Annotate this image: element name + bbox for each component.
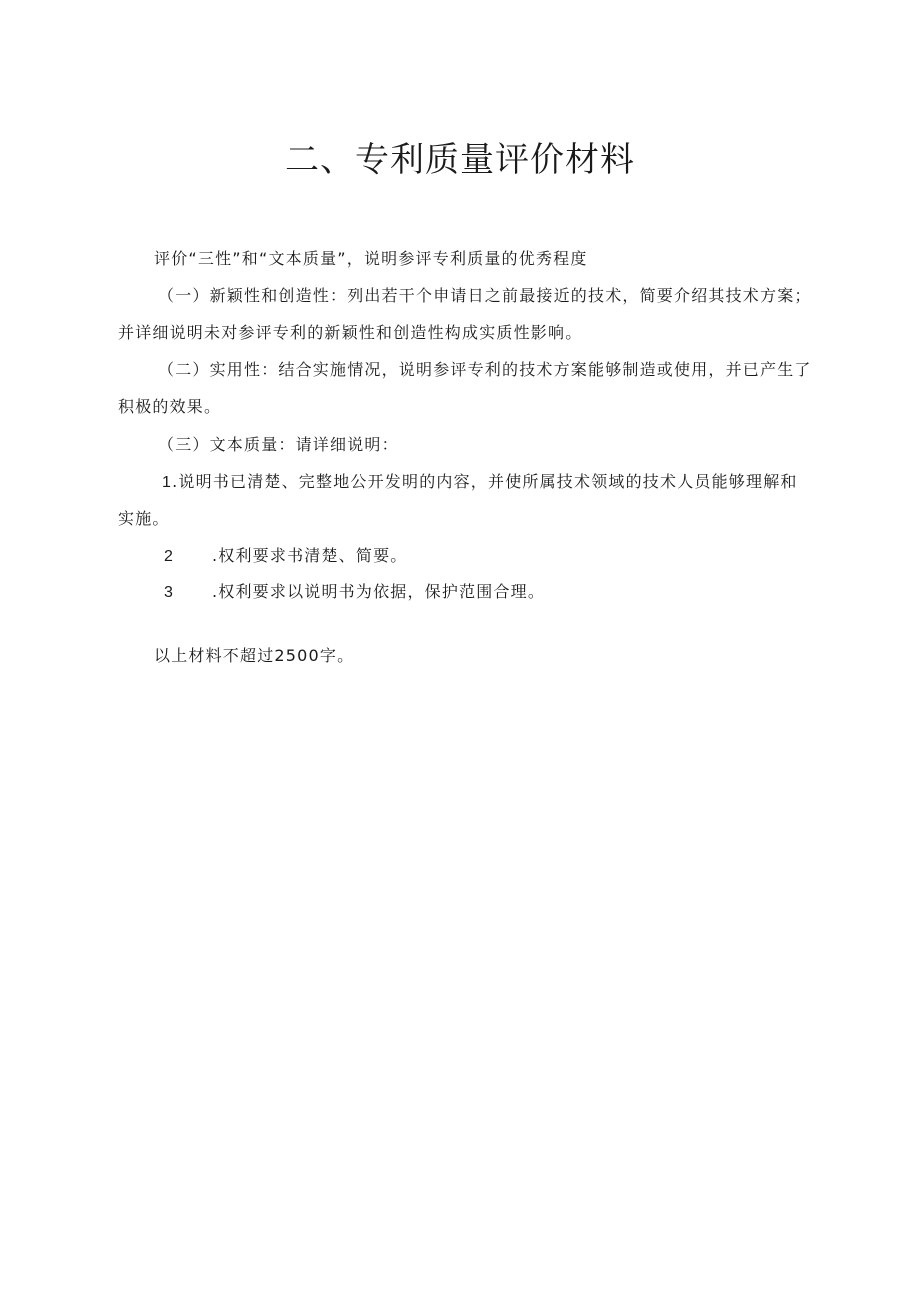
item-2 <box>164 545 408 568</box>
footer-note: 以上材料不超过2500字。 <box>154 646 355 665</box>
intro-text: 评价“三性”和“文本质量”，说明参评专利质量的优秀程度 <box>154 249 588 268</box>
section-utility-line2: 积极的效果。 <box>118 397 222 416</box>
item-3-text: .权利要求以说明书为依据，保护范围合理。 <box>212 582 546 601</box>
section-text-quality: （三）文本质量：请详细说明： <box>158 435 399 454</box>
item-2-text: .权利要求书清楚、简要。 <box>212 546 408 565</box>
item-1-number: 1 <box>162 474 173 491</box>
section-utility-line1: （二）实用性：结合实施情况，说明参评专利的技术方案能够制造或使用，并已产生了 <box>158 360 812 379</box>
item-3 <box>164 581 545 604</box>
item-2-number: 2 <box>164 548 175 565</box>
item-1-text: .说明书已清楚、完整地公开发明的内容，并使所属技术领域的技术人员能够理解和 <box>172 472 798 491</box>
page-title: 二、专利质量评价材料 <box>285 140 635 180</box>
item-1-line1 <box>162 471 798 494</box>
section-novelty-line1: （一）新颖性和创造性：列出若干个申请日之前最接近的技术，简要介绍其技术方案； <box>158 286 812 305</box>
item-3-number: 3 <box>164 584 175 601</box>
section-novelty-line2: 并详细说明未对参评专利的新颖性和创造性构成实质性影响。 <box>118 323 583 342</box>
item-1-line2: 实施。 <box>118 509 170 528</box>
